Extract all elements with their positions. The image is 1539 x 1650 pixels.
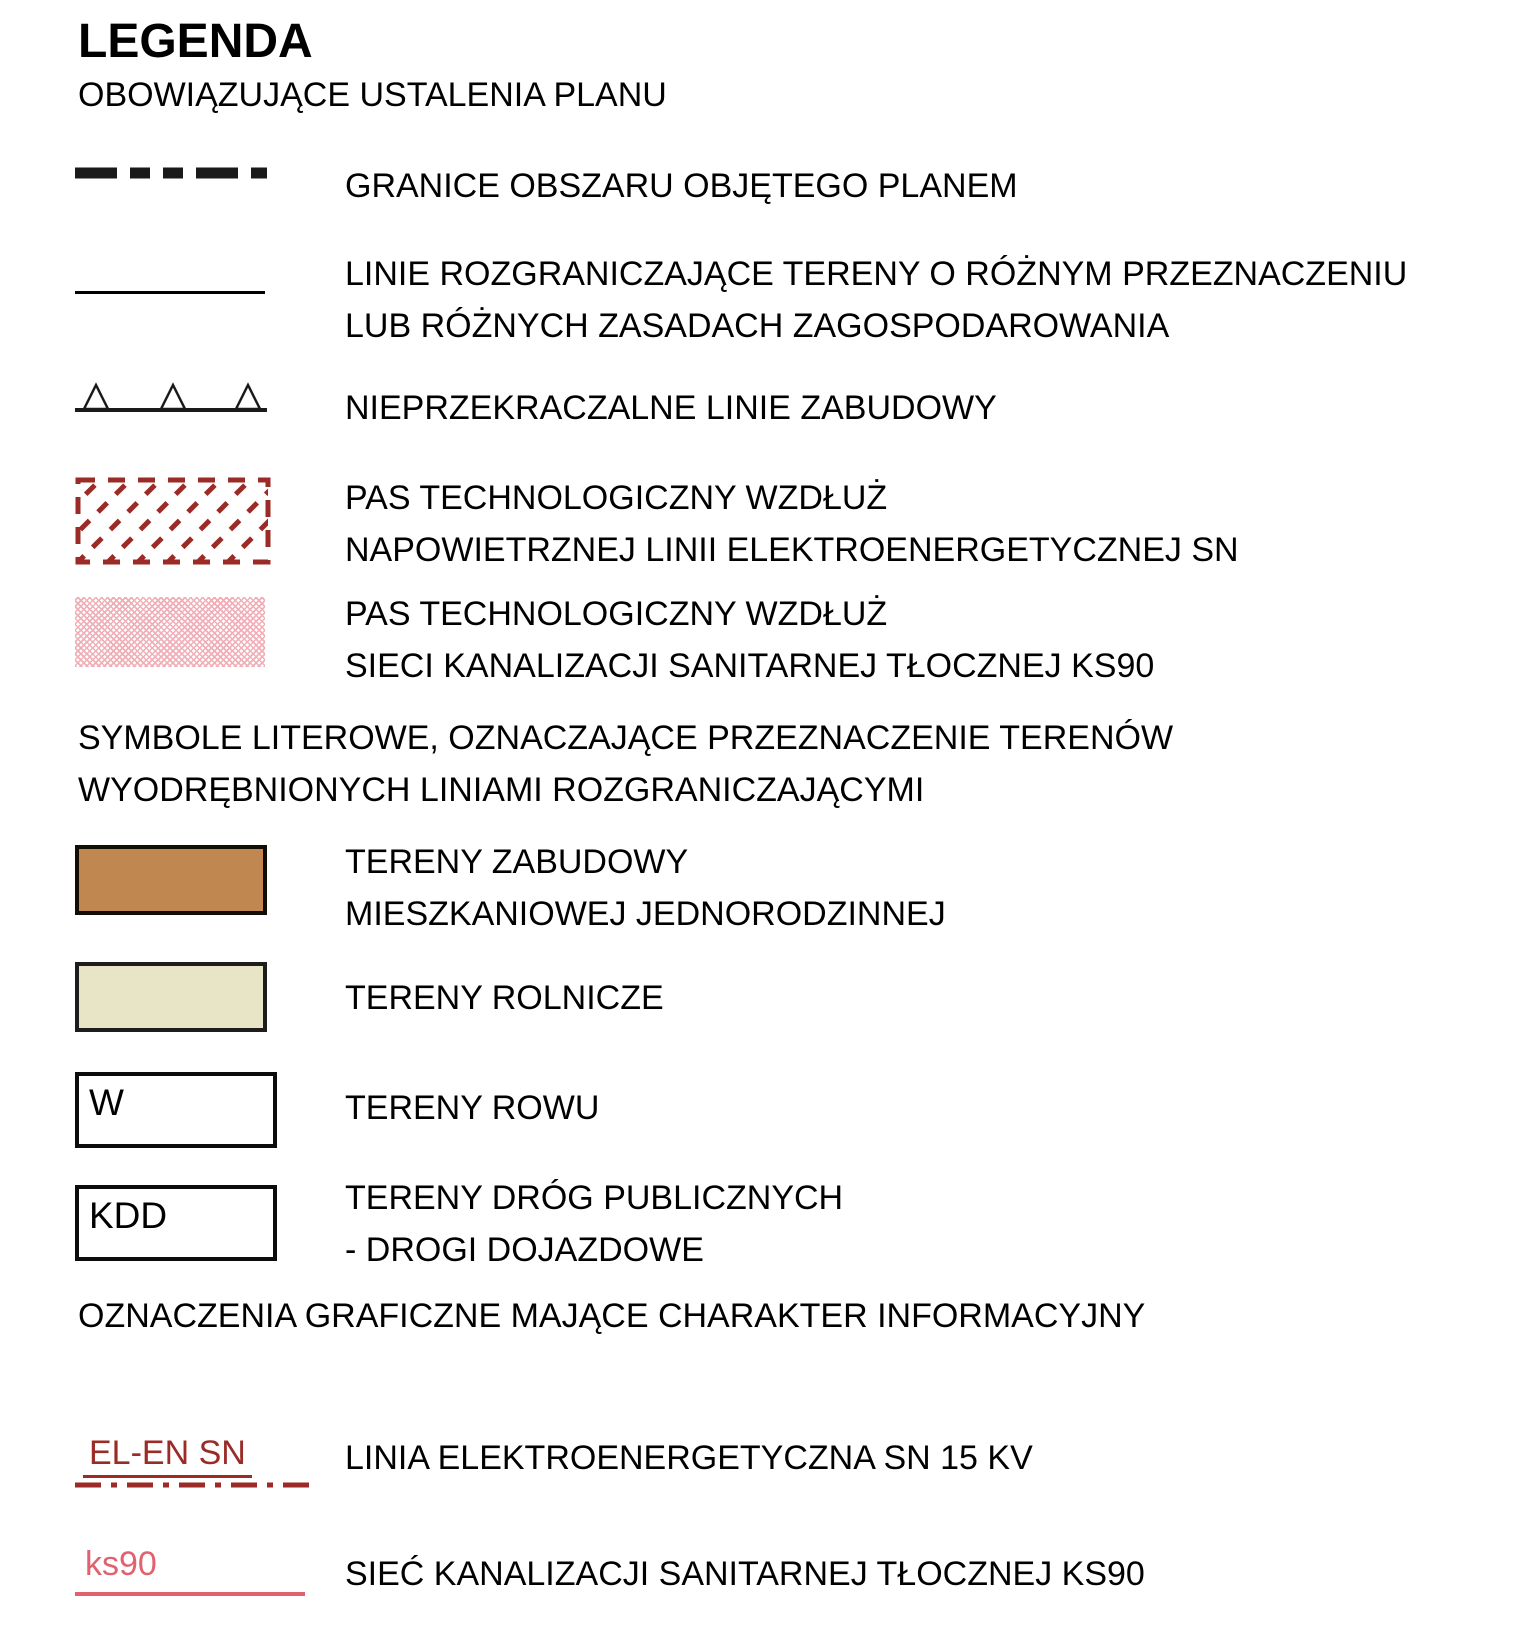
- delimiting-line-symbol: [75, 291, 265, 294]
- legend-subtitle: OBOWIĄZUJĄCE USTALENIA PLANU: [78, 76, 667, 114]
- agricultural-area-color-swatch: [75, 962, 267, 1032]
- building-limit-line-symbol: [75, 381, 267, 418]
- residential-area-color-swatch: [75, 845, 267, 915]
- building-limit-label: NIEPRZEKRACZALNE LINIE ZABUDOWY: [345, 389, 997, 427]
- plan-boundary-dashed-line-symbol: [75, 166, 267, 185]
- power-line-strip-label: PAS TECHNOLOGICZNY WZDŁUŻ NAPOWIETRZNEJ LINII ELEKTROENERGETYCZNEJ SN: [345, 479, 1239, 569]
- legend-title: LEGENDA: [78, 15, 313, 68]
- public-roads-symbol-box: KDD: [75, 1185, 277, 1261]
- power-line-el-en-sn-label: LINIA ELEKTROENERGETYCZNA SN 15 KV: [345, 1439, 1033, 1477]
- ditch-area-label: TERENY ROWU: [345, 1089, 600, 1127]
- sewer-line-ks90-label: SIEĆ KANALIZACJI SANITARNEJ TŁOCZNEJ KS90: [345, 1555, 1145, 1593]
- ditch-area-symbol-box: W: [75, 1072, 277, 1148]
- agricultural-area-label: TERENY ROLNICZE: [345, 979, 664, 1017]
- sewer-line-ks90-symbol: ks90: [75, 1545, 305, 1596]
- residential-area-label: TERENY ZABUDOWY MIESZKANIOWEJ JEDNORODZINNEJ: [345, 843, 946, 933]
- informational-symbols-header: OZNACZENIA GRAFICZNE MAJĄCE CHARAKTER INFORMACYJNY: [78, 1297, 1146, 1335]
- delimiting-lines-label: LINIE ROZGRANICZAJĄCE TERENY O RÓŻNYM PRZEZNACZENIU LUB RÓŻNYCH ZASADACH ZAGOSPODAROWANIA: [345, 255, 1408, 345]
- power-line-el-en-sn-symbol: EL-EN SN: [75, 1434, 315, 1490]
- power-line-strip-hatch-symbol: [75, 477, 271, 570]
- public-roads-label: TERENY DRÓG PUBLICZNYCH - DROGI DOJAZDOWE: [345, 1179, 844, 1269]
- letter-symbols-header: SYMBOLE LITEROWE, OZNACZAJĄCE PRZEZNACZENIE TERENÓW WYODRĘBNIONYCH LINIAMI ROZGRANICZAJĄCYMI: [78, 719, 1174, 809]
- sewer-strip-pattern-symbol: [75, 597, 265, 667]
- plan-boundary-label: GRANICE OBSZARU OBJĘTEGO PLANEM: [345, 167, 1018, 205]
- sewer-strip-label: PAS TECHNOLOGICZNY WZDŁUŻ SIECI KANALIZACJI SANITARNEJ TŁOCZNEJ KS90: [345, 595, 1155, 685]
